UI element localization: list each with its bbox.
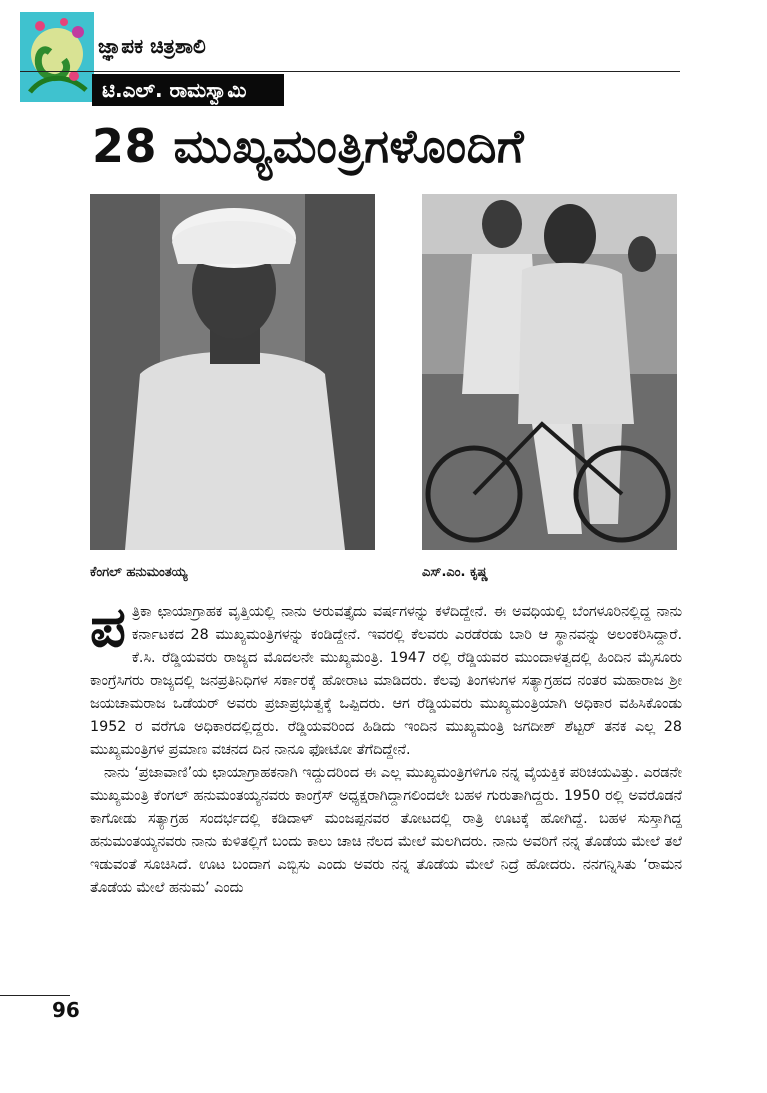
article-paragraph-2: ನಾನು ‘ಪ್ರಜಾವಾಣಿ’ಯ ಛಾಯಾಗ್ರಾಹಕನಾಗಿ ಇದ್ದುದರಿಂದ ಈ ಎಲ್ಲ ಮುಖ್ಯಮಂತ್ರಿಗಳಿಗೂ ನನ್ನ ವೈಯಕ್ತಿಕ ಪರಿಚಯವಿತ್ತು. ಎರಡನೇ ಮುಖ್ಯಮಂತ್ರಿ ಕೆಂಗಲ್ ಹನುಮಂತಯ್ಯನವರು ಕಾಂಗ್ರೆಸ್ ಅಧ್ಯಕ್ಷರಾಗಿದ್ದಾಗಲಿಂದಲೇ ಬಹಳ ಗುರುತಾಗಿದ್ದರು. 1950 ರಲ್ಲಿ ಅವರೊಡನೆ ಕಾಗೋಡು ಸತ್ಯಾಗ್ರಹ ಸಂದರ್ಭದಲ್ಲಿ ಕಡಿದಾಳ್ ಮಂಜಪ್ಪನವರ ತೋಟದಲ್ಲಿ ರಾತ್ರಿ ಊಟಕ್ಕೆ ಹೋಗಿದ್ದೆ. ಬಹಳ ಸುಸ್ತಾಗಿದ್ದ ಹನುಮಂತಯ್ಯನವರು ನಾನು ಕುಳಿತಲ್ಲಿಗೆ ಬಂದು ಕಾಲು ಚಾಚಿ ನೆಲದ ಮೇಲೆ ಮಲಗಿದರು. ನಾನು ಅವರಿಗೆ ನನ್ನ ತೊಡೆಯ ಮೇಲೆ ತಲೆ ಇಡುವಂತೆ ಸೂಚಿಸಿದೆ. ಊಟ ಬಂದಾಗ ಎಬ್ಬಿಸು ಎಂದು ಅವರು ನನ್ನ ತೊಡೆಯ ಮೇಲೆ ನಿದ್ರೆ ಹೋದರು. ನನಗನ್ನಿಸಿತು ‘ರಾಮನ ತೊಡೆಯ ಮೇಲೆ ಹನುಮ’ ಎಂದು bbox=[90, 765, 682, 896]
page-number: 96 bbox=[52, 998, 80, 1022]
header-rule bbox=[20, 71, 680, 72]
photo-kengal-hanumanthaiah bbox=[90, 194, 375, 550]
author-label bbox=[92, 74, 284, 106]
article-body bbox=[90, 595, 682, 900]
photo-sm-krishna bbox=[422, 194, 677, 550]
page-title: 28 ಮುಖ್ಯಮಂತ್ರಿಗಳೊಂದಿಗೆ bbox=[92, 119, 525, 173]
photo-caption-2: ಎಸ್.ಎಂ. ಕೃಷ್ಣ bbox=[422, 565, 489, 580]
author-name: ಟಿ.ಎಲ್. ರಾಮಸ್ವಾಮಿ bbox=[102, 78, 247, 102]
article-paragraph-1 bbox=[90, 595, 682, 762]
photo-caption-1: ಕೆಂಗಲ್ ಹನುಮಂತಯ್ಯ bbox=[90, 565, 188, 580]
series-title: ಜ್ಞಾಪಕ ಚಿತ್ರಶಾಲಿ bbox=[98, 34, 206, 58]
paragraph-1-text: ತ್ರಿಕಾ ಛಾಯಾಗ್ರಾಹಕ ವೃತ್ತಿಯಲ್ಲಿ ನಾನು ಅರುವತ್ತೈದು ವರ್ಷಗಳನ್ನು ಕಳೆದಿದ್ದೇನೆ. ಈ ಅವಧಿಯಲ್ಲಿ ಬೆಂಗಳೂರಿನಲ್ಲಿದ್ದ ನಾನು ಕರ್ನಾಟಕದ 28 ಮುಖ್ಯಮಂತ್ರಿಗಳನ್ನು ಕಂಡಿದ್ದೇನೆ. ಇವರಲ್ಲಿ ಕೆಲವರು ಎರಡೆರಡು ಬಾರಿ ಆ ಸ್ಥಾನವನ್ನು ಅಲಂಕರಿಸಿದ್ದಾರೆ. ಕೆ.ಸಿ. ರೆಡ್ಡಿಯವರು ರಾಜ್ಯದ ಮೊದಲನೇ ಮುಖ್ಯಮಂತ್ರಿ. 1947 ರಲ್ಲಿ ರೆಡ್ಡಿಯವರ ಮುಂದಾಳತ್ವದಲ್ಲಿ ಹಿಂದಿನ ಮೈಸೂರು ಕಾಂಗ್ರೆಸಿಗರು ರಾಜ್ಯದಲ್ಲಿ ಜನಪ್ರತಿನಿಧಿಗಳ ಸರ್ಕಾರಕ್ಕೆ ಹೋರಾಟ ಮಾಡಿದರು. ಕೆಲವು ತಿಂಗಳುಗಳ ಸತ್ಯಾಗ್ರಹದ ನಂತರ ಮಹಾರಾಜ ಶ್ರೀ ಜಯಚಾಮರಾಜ ಒಡೆಯರ್ ಅವರು ಪ್ರಜಾಪ್ರಭುತ್ವಕ್ಕೆ ಒಪ್ಪಿದರು. ಆಗ ರೆಡ್ಡಿಯವರು ಮುಖ್ಯಮಂತ್ರಿಯಾಗಿ ಅಧಿಕಾರ ವಹಿಸಿಕೊಂಡು 1952 ರ ವರೆಗೂ ಅಧಿಕಾರದಲ್ಲಿದ್ದರು. ರೆಡ್ಡಿಯವರಿಂದ ಹಿಡಿದು ಇಂದಿನ ಮುಖ್ಯಮಂತ್ರಿ ಜಗದೀಶ್ ಶೆಟ್ಟರ್ ತನಕ ಎಲ್ಲ 28 ಮುಖ್ಯಮಂತ್ರಿಗಳ ಪ್ರಮಾಣ ವಚನದ ದಿನ ನಾನೂ ಫೋಟೋ ತೆಗೆದಿದ್ದೇನೆ. bbox=[90, 604, 682, 758]
footer-rule bbox=[0, 995, 70, 996]
drop-cap: ಪ bbox=[90, 595, 126, 660]
magazine-logo bbox=[20, 12, 94, 102]
